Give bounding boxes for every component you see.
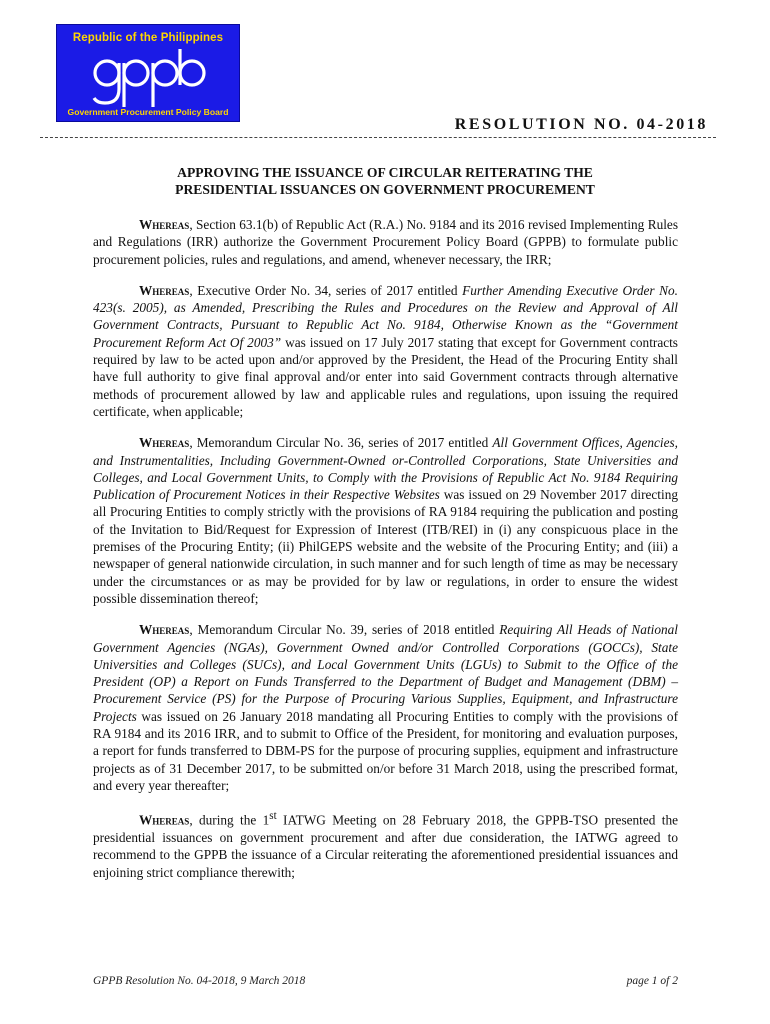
- resolution-title: RESOLUTION NO. 04-2018: [454, 116, 708, 133]
- paragraph-text: IATWG Meeting on 28 February 2018, the GPPB-TSO presented the presidential issuances on government procurement and after due consideration, the IATWG agreed to recommend to the GPPB the issuance of a Circular reiterating the aforementioned presidential issuances and enjoining strict compliance therewith;: [93, 812, 678, 880]
- paragraph-text: was issued on 29 November 2017 directing all Procuring Entities to comply strictly with the provisions of RA 9184 requiring the publication and posting of the Invitation to Bid/Request for Expression of Interest (ITB/REI) in (i) any conspicuous place in the premises of the Procuring Entity; (ii) PhilGEPS website and the website of the Procuring Entity; and (iii) a newspaper of general nationwide circulation, in such manner and for such length of time as may be necessary under the circumstances or as may be provided for by law or regulations, in order to ensure the widest possible dissemination thereof;: [93, 487, 678, 606]
- logo-top-text: Republic of the Philippines: [72, 32, 224, 44]
- whereas-paragraph-5: [93, 808, 678, 881]
- page-footer: [93, 975, 678, 987]
- whereas-lead: Whereas: [139, 622, 190, 638]
- whereas-paragraph-1: [93, 216, 678, 268]
- paragraph-text: , Memorandum Circular No. 36, series of 2017 entitled: [189, 435, 493, 451]
- logo-bottom-text: Government Procurement Policy Board: [67, 107, 229, 117]
- whereas-lead: Whereas: [139, 282, 190, 298]
- ordinal-suffix: st: [269, 810, 277, 823]
- whereas-lead: Whereas: [139, 217, 190, 232]
- gppb-logo-mark: [89, 49, 209, 109]
- whereas-paragraph-3: [93, 434, 678, 607]
- footer-page-number: page 1 of 2: [626, 975, 678, 987]
- footer-document-ref: GPPB Resolution No. 04-2018, 9 March 2018: [93, 975, 306, 987]
- header-divider: [40, 137, 716, 138]
- paragraph-text: , Memorandum Circular No. 39, series of 2018 entitled: [189, 622, 500, 638]
- whereas-lead: Whereas: [139, 812, 190, 828]
- whereas-paragraph-2: [93, 282, 678, 420]
- paragraph-text: , Section 63.1(b) of Republic Act (R.A.) No. 9184 and its 2016 revised Implementing Rules and Regulations (IRR) authorize the Government Procurement Policy Board (GPPB) to formulate public procurement policies, rules and regulations, and amend, whenever necessary, the IRR;: [93, 217, 678, 267]
- document-heading: [92, 164, 678, 198]
- whereas-lead: Whereas: [139, 435, 190, 451]
- document-title-italic: All Government Offices, Agencies, and Instrumentalities, Including Government-Owned or-Controlled Corporations, State Universities and Colleges, and Local Government Units, to Comply with the Provisions of Republic Act No. 9184 Requiring Publication of Procurement Notices in their Respective Websites: [93, 435, 678, 503]
- document-title-italic: Further Amending Executive Order No. 423(s. 2005), as Amended, Prescribing the Rules and Procedures on the Review and Approval of All Government Contracts, Pursuant to Republic Act No. 9184, Otherwise Known as the “Government Procurement Reform Act Of 2003”: [93, 282, 678, 350]
- whereas-paragraph-4: [93, 621, 678, 794]
- document-body: [93, 216, 678, 895]
- paragraph-text: , during the 1: [189, 812, 270, 828]
- document-title-italic: Requiring All Heads of National Government Agencies (NGAs), Government Owned and/or Controlled Corporations (GOCCs), State Universities and Colleges (SUCs), and Local Government Units (LGUs) to Submit to the Office of the President (OP) a Report on Funds Transferred to the Department of Budget and Management (DBM) – Procurement Service (PS) for the Purpose of Procuring Various Supplies, Equipment, and Infrastructure Projects: [93, 622, 678, 724]
- heading-line-1: APPROVING THE ISSUANCE OF CIRCULAR REITERATING THE: [177, 165, 593, 180]
- gppb-logo: [56, 24, 240, 122]
- heading-line-2: PRESIDENTIAL ISSUANCES ON GOVERNMENT PROCUREMENT: [175, 182, 595, 197]
- paragraph-text: , Executive Order No. 34, series of 2017 entitled: [189, 282, 463, 298]
- paragraph-text: was issued on 17 July 2017 stating that except for Government contracts required by law to be acted upon and/or approved by the President, the Head of the Procuring Entity shall have full authority to give final approval and/or enter into said Government contracts through alternative methods of procurement allowed by law and applicable rules and regulations, upon issuing the required certificate, when applicable;: [93, 334, 678, 419]
- paragraph-text: was issued on 26 January 2018 mandating all Procuring Entities to comply with the provisions of RA 9184 and its 2016 IRR, and to submit to Office of the President, for monitoring and evaluation purposes, a report for funds transferred to DBM-PS for the purpose of procuring supplies, equipment and infrastructure projects as of 31 December 2017, to be submitted on/or before 31 March 2018, using the prescribed format, and every year thereafter;: [93, 708, 678, 793]
